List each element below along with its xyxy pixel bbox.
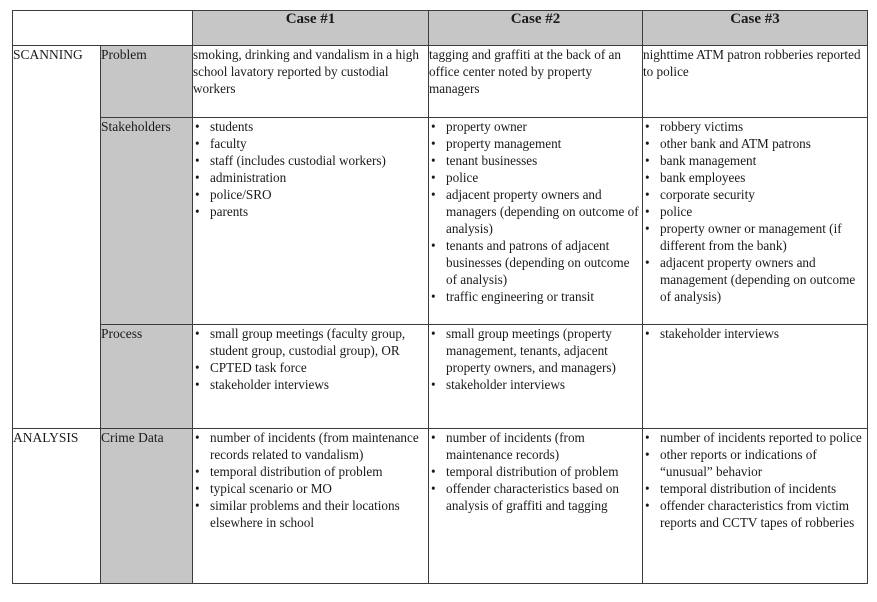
process-case-1-list bbox=[193, 325, 428, 393]
row-label-stakeholders: Stakeholders bbox=[101, 118, 193, 325]
bullet-item: • temporal distribution of problem bbox=[429, 463, 642, 480]
stakeholders-case-2-list bbox=[429, 118, 642, 305]
bullet-item: • faculty bbox=[193, 135, 428, 152]
crime-data-case-3 bbox=[643, 429, 868, 584]
stakeholders-case-3 bbox=[643, 118, 868, 325]
bullet-item: • stakeholder interviews bbox=[643, 325, 867, 342]
bullet-item: • number of incidents (from maintenance records related to vandalism) bbox=[193, 429, 428, 463]
header-row bbox=[13, 11, 868, 46]
bullet-item: • temporal distribution of incidents bbox=[643, 480, 867, 497]
problem-case-3 bbox=[643, 46, 868, 118]
corner-cell bbox=[13, 11, 193, 46]
problem-case-3-text: nighttime ATM patron robberies reported to police bbox=[643, 47, 861, 79]
bullet-item: • stakeholder interviews bbox=[429, 376, 642, 393]
bullet-item: • adjacent property owners and management (depending on outcome of analysis) bbox=[643, 254, 867, 305]
crime-data-case-2-list bbox=[429, 429, 642, 514]
bullet-item: • small group meetings (faculty group, student group, custodial group), OR bbox=[193, 325, 428, 359]
bullet-item: • tenants and patrons of adjacent businesses (depending on outcome of analysis) bbox=[429, 237, 642, 288]
process-case-3 bbox=[643, 325, 868, 429]
process-case-3-list bbox=[643, 325, 867, 342]
bullet-item: • small group meetings (property management, tenants, adjacent property owners, and managers) bbox=[429, 325, 642, 376]
problem-case-1-text: smoking, drinking and vandalism in a high school lavatory reported by custodial workers bbox=[193, 47, 419, 96]
crime-data-row bbox=[13, 429, 868, 584]
bullet-item: • other bank and ATM patrons bbox=[643, 135, 867, 152]
phase-scanning: SCANNING bbox=[13, 46, 101, 429]
bullet-item: • administration bbox=[193, 169, 428, 186]
bullet-item: • property owner or management (if different from the bank) bbox=[643, 220, 867, 254]
bullet-item: • tenant businesses bbox=[429, 152, 642, 169]
bullet-item: • police bbox=[643, 203, 867, 220]
case-1-header: Case #1 bbox=[193, 11, 429, 46]
row-label-problem: Problem bbox=[101, 46, 193, 118]
bullet-item: • temporal distribution of problem bbox=[193, 463, 428, 480]
bullet-item: • property owner bbox=[429, 118, 642, 135]
process-case-1 bbox=[193, 325, 429, 429]
process-case-2-list bbox=[429, 325, 642, 393]
bullet-item: • similar problems and their locations elsewhere in school bbox=[193, 497, 428, 531]
bullet-item: • police/SRO bbox=[193, 186, 428, 203]
sara-case-table bbox=[12, 10, 868, 584]
row-label-crime-data: Crime Data bbox=[101, 429, 193, 584]
bullet-item: • number of incidents (from maintenance records) bbox=[429, 429, 642, 463]
bullet-item: • traffic engineering or transit bbox=[429, 288, 642, 305]
bullet-item: • other reports or indications of “unusual” behavior bbox=[643, 446, 867, 480]
bullet-item: • offender characteristics from victim reports and CCTV tapes of robberies bbox=[643, 497, 867, 531]
bullet-item: • corporate security bbox=[643, 186, 867, 203]
bullet-item: • property management bbox=[429, 135, 642, 152]
problem-case-2 bbox=[429, 46, 643, 118]
case-2-header: Case #2 bbox=[429, 11, 643, 46]
bullet-item: • typical scenario or MO bbox=[193, 480, 428, 497]
stakeholders-case-1-list bbox=[193, 118, 428, 220]
bullet-item: • students bbox=[193, 118, 428, 135]
problem-case-1 bbox=[193, 46, 429, 118]
phase-analysis: ANALYSIS bbox=[13, 429, 101, 584]
bullet-item: • adjacent property owners and managers (depending on outcome of analysis) bbox=[429, 186, 642, 237]
stakeholders-case-3-list bbox=[643, 118, 867, 305]
stakeholders-case-2 bbox=[429, 118, 643, 325]
bullet-item: • stakeholder interviews bbox=[193, 376, 428, 393]
crime-data-case-1 bbox=[193, 429, 429, 584]
case-3-header: Case #3 bbox=[643, 11, 868, 46]
process-row bbox=[13, 325, 868, 429]
row-label-process: Process bbox=[101, 325, 193, 429]
bullet-item: • offender characteristics based on analysis of graffiti and tagging bbox=[429, 480, 642, 514]
bullet-item: • robbery victims bbox=[643, 118, 867, 135]
bullet-item: • police bbox=[429, 169, 642, 186]
stakeholders-case-1 bbox=[193, 118, 429, 325]
problem-row bbox=[13, 46, 868, 118]
bullet-item: • number of incidents reported to police bbox=[643, 429, 867, 446]
problem-case-2-text: tagging and graffiti at the back of an office center noted by property managers bbox=[429, 47, 622, 96]
bullet-item: • parents bbox=[193, 203, 428, 220]
bullet-item: • bank management bbox=[643, 152, 867, 169]
crime-data-case-2 bbox=[429, 429, 643, 584]
bullet-item: • CPTED task force bbox=[193, 359, 428, 376]
process-case-2 bbox=[429, 325, 643, 429]
bullet-item: • bank employees bbox=[643, 169, 867, 186]
bullet-item: • staff (includes custodial workers) bbox=[193, 152, 428, 169]
stakeholders-row bbox=[13, 118, 868, 325]
crime-data-case-1-list bbox=[193, 429, 428, 531]
crime-data-case-3-list bbox=[643, 429, 867, 531]
